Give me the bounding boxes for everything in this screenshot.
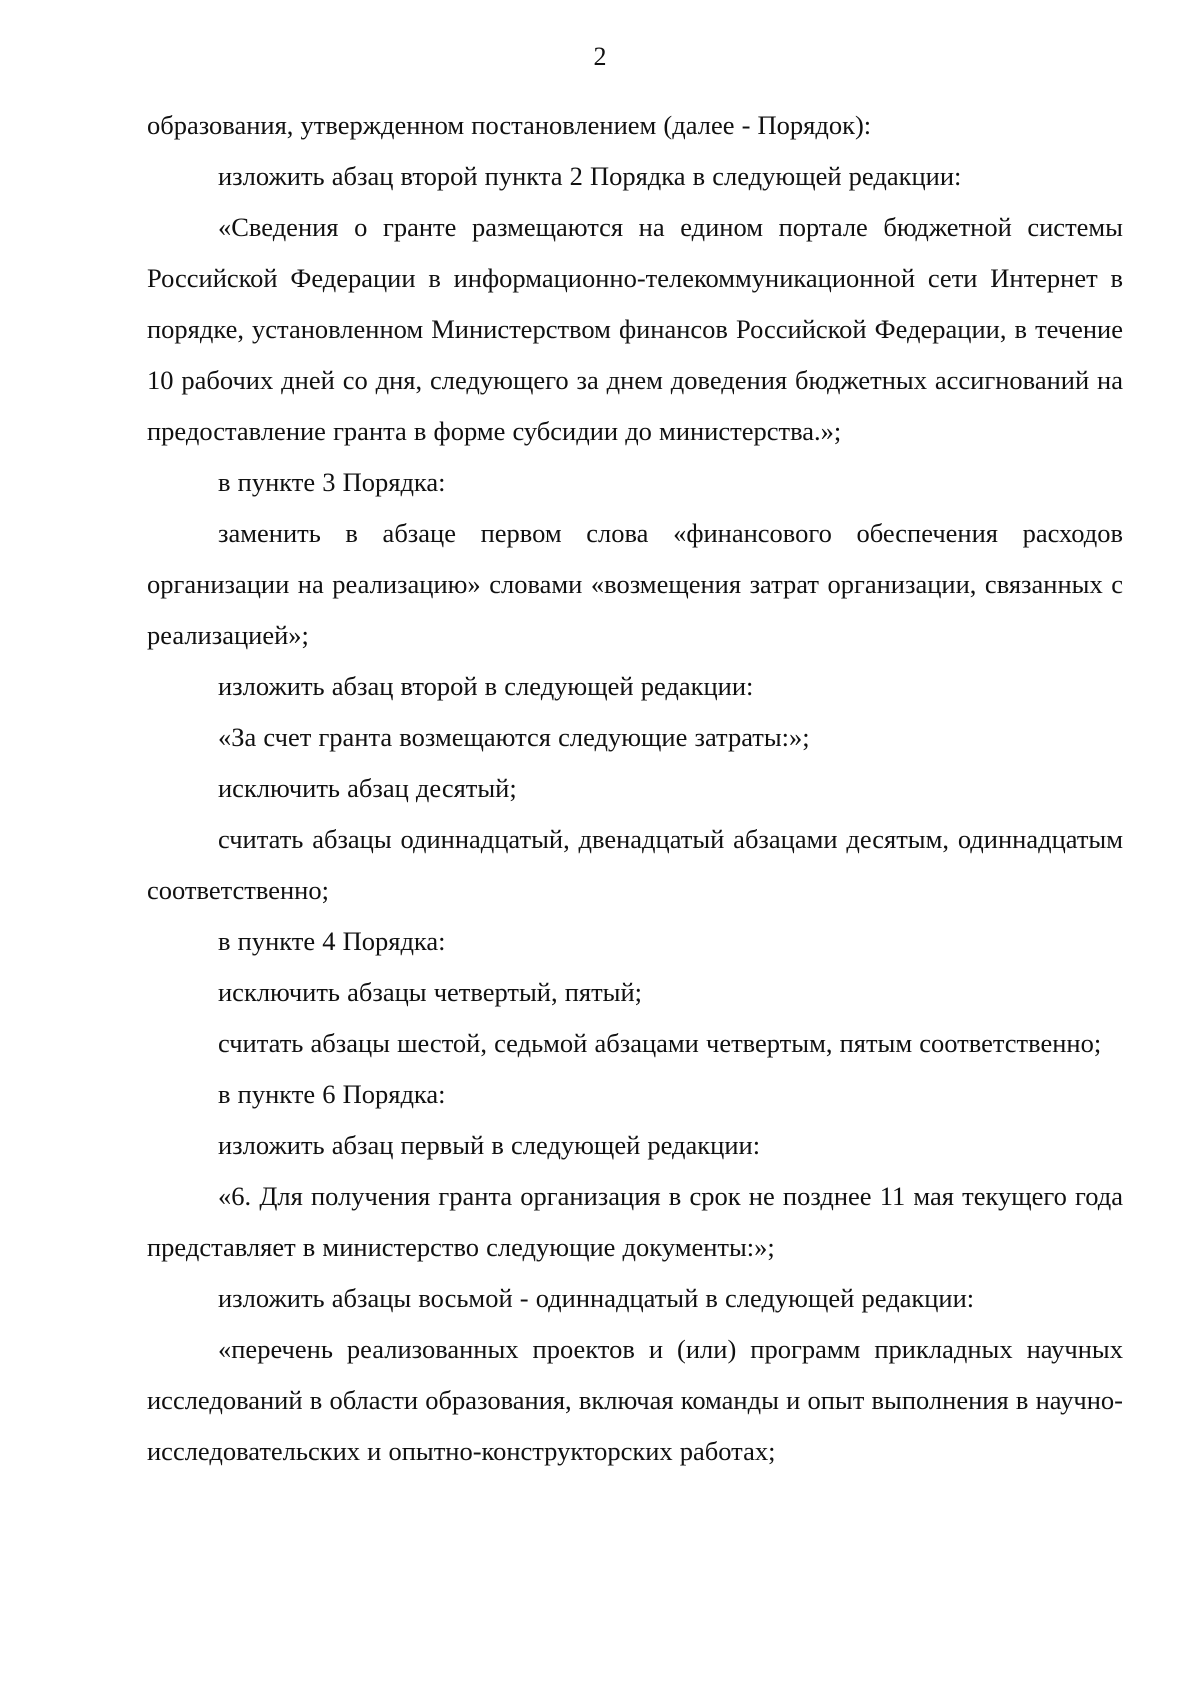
paragraph-6: изложить абзац второй в следующей редакции: [218,671,754,701]
paragraph-12: считать абзацы шестой, седьмой абзацами четвертым, пятым соответственно; [218,1028,1102,1058]
paragraph-15: «6. Для получения гранта организация в срок не позднее 11 мая текущего года представляет в министерство следующие документы:»; [147,1181,1123,1262]
paragraph-2: изложить абзац второй пункта 2 Порядка в следующей редакции: [218,161,962,191]
paragraph-14: изложить абзац первый в следующей редакции: [218,1130,761,1160]
document-body [147,100,1123,1477]
paragraph-4: в пункте 3 Порядка: [218,467,446,497]
paragraph-16: изложить абзацы восьмой - одиннадцатый в следующей редакции: [218,1283,975,1313]
paragraph-10: в пункте 4 Порядка: [218,926,446,956]
paragraph-5: заменить в абзаце первом слова «финансового обеспечения расходов организации на реализацию» словами «возмещения затрат организации, связанных с реализацией»; [147,518,1123,650]
page-number: 2 [593,42,607,71]
paragraph-11: исключить абзацы четвертый, пятый; [218,977,643,1007]
paragraph-17: «перечень реализованных проектов и (или) программ прикладных научных исследований в области образования, включая команды и опыт выполнения в научно-исследовательских и опытно-конструкторских работах; [147,1334,1123,1466]
paragraph-3: «Сведения о гранте размещаются на едином портале бюджетной системы Российской Федерации в информационно-телекоммуникационной сети Интернет в порядке, установленном Министерством финансов Российской Федерации, в течение 10 рабочих дней со дня, следующего за днем доведения бюджетных ассигнований на предоставление гранта в форме субсидии до министерства.»; [147,212,1123,446]
paragraph-1: образования, утвержденном постановлением (далее - Порядок): [147,110,872,140]
paragraph-8: исключить абзац десятый; [218,773,517,803]
paragraph-13: в пункте 6 Порядка: [218,1079,446,1109]
paragraph-7: «За счет гранта возмещаются следующие затраты:»; [218,722,810,752]
paragraph-9: считать абзацы одиннадцатый, двенадцатый абзацами десятым, одиннадцатым соответственно; [147,824,1123,905]
